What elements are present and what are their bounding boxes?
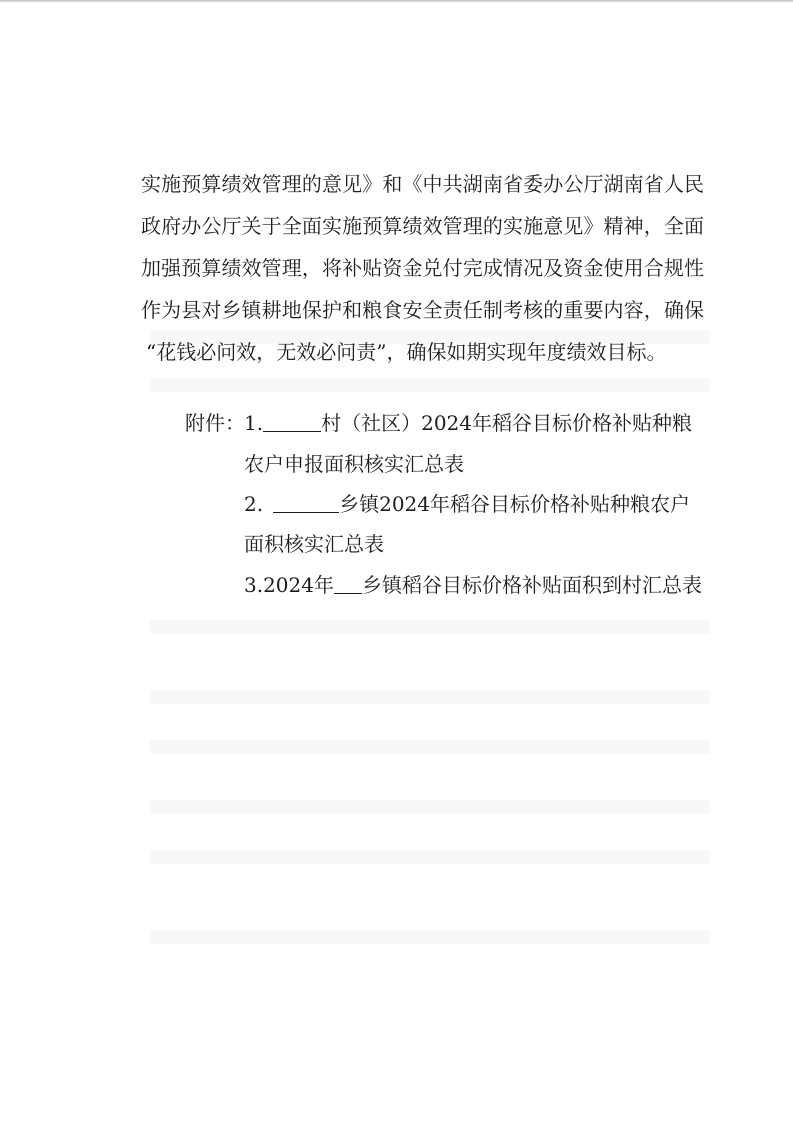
bleed-through-line <box>150 378 710 392</box>
fill-in-blank <box>273 492 339 513</box>
attachment-item-1-continuation: 农户申报面积核实汇总表 <box>244 452 464 476</box>
attachment-number: 1. <box>244 411 264 435</box>
bleed-through-line <box>150 930 710 944</box>
attachment-title: 乡镇2024年稻谷目标价格补贴种粮农户 <box>339 492 690 516</box>
attachment-prefix: 3.2024年 <box>244 573 334 597</box>
attachment-item-1 <box>244 411 692 435</box>
attachment-item-2 <box>244 492 690 516</box>
attachment-title: 村（社区）2024年稻谷目标价格补贴种粮 <box>321 411 692 435</box>
fill-in-blank <box>263 411 321 432</box>
fill-in-blank <box>334 573 362 594</box>
bleed-through-line <box>150 850 710 864</box>
attachment-title: 乡镇稻谷目标价格补贴面积到村汇总表 <box>361 573 702 597</box>
attachment-item-2-continuation: 面积核实汇总表 <box>244 532 384 556</box>
bleed-through-line <box>150 620 710 634</box>
attachment-item-3 <box>244 573 702 597</box>
bleed-through-line <box>150 800 710 814</box>
body-line: 政府办公厅关于全面实施预算绩效管理的实施意见》精神，全面 <box>141 214 704 238</box>
body-line: “花钱必问效，无效必问责”，确保如期实现年度绩效目标。 <box>146 340 667 364</box>
body-line: 实施预算绩效管理的意见》和《中共湖南省委办公厅湖南省人民 <box>141 172 704 196</box>
bleed-through-line <box>150 740 710 754</box>
body-line: 作为县对乡镇耕地保护和粮食安全责任制考核的重要内容，确保 <box>141 298 704 322</box>
attachments-label: 附件： <box>185 411 245 435</box>
bleed-through-line <box>150 690 710 704</box>
attachment-number: 2. <box>244 492 264 516</box>
scan-top-edge <box>0 0 793 3</box>
body-line: 加强预算绩效管理，将补贴资金兑付完成情况及资金使用合规性 <box>141 256 704 280</box>
